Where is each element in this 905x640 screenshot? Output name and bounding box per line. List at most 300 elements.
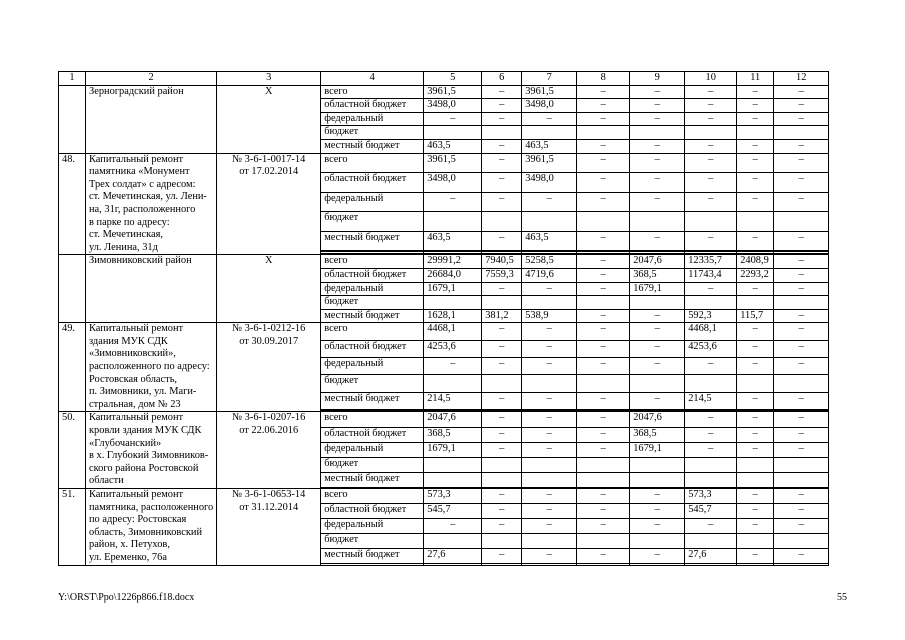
value-cell: – — [577, 85, 630, 99]
document-ref-line: Х — [264, 85, 273, 97]
value-cell — [685, 564, 737, 565]
object-name-line: здания МУК СДК — [89, 335, 168, 347]
table-row — [59, 85, 829, 99]
budget-table — [58, 71, 829, 566]
object-name-line — [89, 123, 213, 136]
object-name — [86, 489, 217, 566]
value-cell: 381,2 — [482, 309, 522, 323]
document-ref-line — [220, 281, 317, 294]
value-cell — [774, 375, 829, 392]
value-cell: 368,5 — [630, 268, 685, 282]
budget-type: местный бюджет — [321, 392, 424, 409]
value-cell: – — [685, 99, 737, 113]
document-ref-line — [220, 229, 317, 242]
value-cell: – — [774, 112, 829, 126]
object-name-line: ского района Ростовской — [89, 462, 199, 474]
value-cell: 5258,5 — [522, 255, 577, 269]
value-cell: 545,7 — [424, 504, 482, 519]
value-cell: – — [522, 192, 577, 211]
value-cell: – — [482, 427, 522, 442]
value-cell: – — [522, 392, 577, 409]
document-ref-line — [220, 450, 317, 463]
value-cell — [774, 534, 829, 549]
value-cell: – — [774, 504, 829, 519]
value-cell: – — [774, 549, 829, 564]
value-cell: – — [737, 231, 774, 250]
budget-type: бюджет — [321, 534, 424, 549]
value-cell — [577, 457, 630, 472]
budget-type: федеральный — [321, 112, 424, 126]
budget-type: областной бюджет — [321, 268, 424, 282]
value-cell: – — [577, 412, 630, 427]
value-cell: – — [577, 357, 630, 374]
value-cell: – — [522, 282, 577, 296]
object-name-line: кровли здания МУК СДК — [89, 425, 202, 437]
value-cell — [522, 296, 577, 310]
value-cell: 214,5 — [424, 392, 482, 409]
document-ref-line — [220, 514, 317, 527]
document-ref-line: от 22.06.2016 — [239, 425, 299, 437]
value-cell: – — [630, 549, 685, 564]
document-ref-line: Х — [264, 255, 273, 267]
value-cell: – — [774, 99, 829, 113]
object-name-line: памятника, расположенного — [89, 501, 214, 513]
col-header: 5 — [424, 72, 482, 86]
budget-type: местный бюджет — [321, 549, 424, 564]
value-cell: – — [774, 323, 829, 340]
document-ref — [217, 412, 321, 489]
value-cell — [685, 212, 737, 231]
document-ref-line — [220, 552, 317, 565]
value-cell: – — [774, 427, 829, 442]
value-cell — [737, 126, 774, 140]
object-name-line: Зимовниковский район — [89, 255, 192, 267]
object-name-line: Ростовская область, — [89, 373, 178, 385]
object-name-line: «Глубочанский» — [89, 437, 162, 449]
document-ref — [217, 489, 321, 566]
document-ref-line — [220, 204, 317, 217]
value-cell: – — [685, 153, 737, 172]
value-cell: 3961,5 — [522, 153, 577, 172]
value-cell — [577, 375, 630, 392]
budget-type: федеральный — [321, 357, 424, 374]
object-name-line: Капитальный ремонт — [89, 489, 184, 500]
value-cell: – — [737, 192, 774, 211]
value-cell: – — [737, 357, 774, 374]
budget-type: всего — [321, 412, 424, 427]
value-cell — [737, 564, 774, 565]
document-ref-line: от 30.09.2017 — [239, 335, 299, 347]
value-cell: – — [630, 357, 685, 374]
value-cell — [577, 212, 630, 231]
budget-type: местный бюджет — [321, 472, 424, 487]
col-header: 2 — [86, 72, 217, 86]
value-cell: – — [737, 412, 774, 427]
document-ref-line: № 3-6-1-0212-16 — [232, 323, 306, 335]
value-cell: 463,5 — [424, 231, 482, 250]
value-cell: 27,6 — [685, 549, 737, 564]
value-cell: – — [685, 85, 737, 99]
object-name-line — [89, 281, 213, 294]
value-cell: – — [737, 549, 774, 564]
value-cell — [424, 472, 482, 487]
value-cell: – — [482, 153, 522, 172]
value-cell: – — [685, 282, 737, 296]
value-cell: – — [522, 489, 577, 504]
value-cell: – — [522, 504, 577, 519]
value-cell: – — [737, 392, 774, 409]
value-cell — [630, 212, 685, 231]
row-number: 51. — [59, 489, 86, 566]
value-cell: – — [577, 282, 630, 296]
budget-type — [321, 564, 424, 565]
budget-type: бюджет — [321, 212, 424, 231]
object-name-line: Капитальный ремонт — [89, 323, 184, 335]
object-name — [86, 323, 217, 412]
value-cell: – — [482, 519, 522, 534]
value-cell: 2047,6 — [630, 412, 685, 427]
value-cell: – — [577, 99, 630, 113]
value-cell — [737, 457, 774, 472]
value-cell — [577, 296, 630, 310]
value-cell: – — [774, 357, 829, 374]
value-cell: 573,3 — [424, 489, 482, 504]
document-ref-line — [220, 386, 317, 399]
value-cell — [630, 126, 685, 140]
value-cell: – — [737, 99, 774, 113]
value-cell: – — [482, 549, 522, 564]
value-cell: 7940,5 — [482, 255, 522, 269]
value-cell: – — [737, 153, 774, 172]
value-cell — [774, 126, 829, 140]
value-cell: – — [630, 153, 685, 172]
value-cell: – — [482, 323, 522, 340]
value-cell — [522, 564, 577, 565]
value-cell: – — [577, 427, 630, 442]
document-ref-line — [220, 348, 317, 361]
value-cell: 2047,6 — [424, 412, 482, 427]
header-row — [59, 72, 829, 86]
value-cell: – — [774, 282, 829, 296]
object-name-line — [89, 293, 213, 306]
value-cell: 3498,0 — [424, 173, 482, 192]
document-ref-line — [220, 463, 317, 476]
value-cell: – — [737, 112, 774, 126]
value-cell — [424, 375, 482, 392]
page-number: 55 — [837, 592, 847, 603]
value-cell: – — [737, 173, 774, 192]
budget-type: федеральный — [321, 282, 424, 296]
document-ref-line — [220, 306, 317, 319]
value-cell: – — [630, 173, 685, 192]
object-name-line: Капитальный ремонт — [89, 153, 184, 165]
value-cell: – — [630, 231, 685, 250]
value-cell — [630, 296, 685, 310]
value-cell: 11743,4 — [685, 268, 737, 282]
value-cell: – — [630, 85, 685, 99]
value-cell — [577, 472, 630, 487]
object-name-line — [89, 136, 213, 149]
value-cell: – — [737, 139, 774, 153]
col-header: 1 — [59, 72, 86, 86]
value-cell: – — [482, 392, 522, 409]
value-cell: 368,5 — [630, 427, 685, 442]
value-cell — [577, 126, 630, 140]
document-ref-line: от 31.12.2014 — [239, 501, 299, 513]
value-cell: – — [577, 504, 630, 519]
value-cell: – — [737, 519, 774, 534]
value-cell: 1679,1 — [424, 282, 482, 296]
value-cell — [424, 296, 482, 310]
col-header: 9 — [630, 72, 685, 86]
value-cell: – — [685, 139, 737, 153]
value-cell: – — [482, 489, 522, 504]
value-cell: – — [737, 282, 774, 296]
value-cell — [685, 375, 737, 392]
budget-type: бюджет — [321, 375, 424, 392]
value-cell: – — [774, 192, 829, 211]
object-name-line — [89, 111, 213, 124]
value-cell: – — [630, 99, 685, 113]
value-cell: 545,7 — [685, 504, 737, 519]
value-cell: – — [774, 153, 829, 172]
value-cell: – — [685, 357, 737, 374]
value-cell — [424, 534, 482, 549]
budget-type: областной бюджет — [321, 99, 424, 113]
value-cell: 214,5 — [685, 392, 737, 409]
budget-type: бюджет — [321, 296, 424, 310]
value-cell: – — [482, 173, 522, 192]
object-name — [86, 153, 217, 255]
value-cell: – — [774, 489, 829, 504]
value-cell: – — [630, 309, 685, 323]
value-cell: 1679,1 — [424, 442, 482, 457]
value-cell: 538,9 — [522, 309, 577, 323]
value-cell: 368,5 — [424, 427, 482, 442]
document-ref-line — [220, 242, 317, 255]
col-header: 6 — [482, 72, 522, 86]
value-cell — [522, 126, 577, 140]
value-cell: – — [630, 504, 685, 519]
table-row — [59, 412, 829, 427]
value-cell: – — [774, 412, 829, 427]
document-ref-line — [220, 293, 317, 306]
value-cell: 2293,2 — [737, 268, 774, 282]
document-ref-line — [220, 399, 317, 412]
value-cell — [482, 472, 522, 487]
value-cell: – — [577, 519, 630, 534]
object-name-line: ст. Мечетинская, ул. Лени- — [89, 191, 207, 203]
value-cell: – — [737, 427, 774, 442]
row-number — [59, 255, 86, 323]
value-cell: – — [424, 357, 482, 374]
budget-type: всего — [321, 153, 424, 172]
document-ref-line — [220, 268, 317, 281]
document-ref-line — [220, 191, 317, 204]
col-header: 11 — [737, 72, 774, 86]
value-cell — [482, 534, 522, 549]
value-cell: 3498,0 — [522, 173, 577, 192]
table-row — [59, 255, 829, 269]
budget-type: всего — [321, 323, 424, 340]
document-ref — [217, 153, 321, 255]
col-header: 8 — [577, 72, 630, 86]
value-cell: 115,7 — [737, 309, 774, 323]
value-cell: – — [685, 519, 737, 534]
value-cell: – — [737, 340, 774, 357]
value-cell: – — [424, 112, 482, 126]
value-cell: – — [482, 282, 522, 296]
object-name-line: район, х. Петухов, — [89, 539, 170, 551]
value-cell: – — [482, 504, 522, 519]
budget-type: областной бюджет — [321, 427, 424, 442]
object-name-line: Капитальный ремонт — [89, 412, 184, 424]
value-cell — [424, 457, 482, 472]
col-header: 4 — [321, 72, 424, 86]
object-name-line: «Зимовниковский», — [89, 348, 176, 360]
value-cell: 3961,5 — [424, 85, 482, 99]
document-ref-line — [220, 179, 317, 192]
value-cell: 4719,6 — [522, 268, 577, 282]
value-cell — [482, 212, 522, 231]
object-name-line: в х. Глубокий Зимовников- — [89, 450, 209, 462]
value-cell — [685, 457, 737, 472]
budget-type: всего — [321, 85, 424, 99]
value-cell — [630, 375, 685, 392]
file-path: Y:\ORST\Ppo\1226p866.f18.docx — [58, 592, 195, 603]
value-cell: – — [577, 112, 630, 126]
object-name-line: области — [89, 475, 124, 487]
value-cell: – — [774, 85, 829, 99]
value-cell: 463,5 — [522, 231, 577, 250]
value-cell — [774, 212, 829, 231]
value-cell — [424, 212, 482, 231]
value-cell: 7559,3 — [482, 268, 522, 282]
value-cell: – — [522, 519, 577, 534]
object-name-line: стральная, дом № 23 — [89, 398, 181, 410]
value-cell: – — [685, 173, 737, 192]
object-name — [86, 85, 217, 153]
value-cell: 573,3 — [685, 489, 737, 504]
value-cell — [522, 457, 577, 472]
value-cell — [685, 296, 737, 310]
value-cell — [577, 564, 630, 565]
value-cell — [630, 564, 685, 565]
value-cell: – — [774, 268, 829, 282]
value-cell: – — [424, 192, 482, 211]
value-cell: – — [577, 392, 630, 409]
value-cell — [685, 126, 737, 140]
value-cell: – — [577, 173, 630, 192]
value-cell: – — [630, 340, 685, 357]
document-ref-line — [220, 475, 317, 488]
budget-type: областной бюджет — [321, 504, 424, 519]
value-cell: 463,5 — [522, 139, 577, 153]
value-cell: – — [630, 139, 685, 153]
value-cell: 3498,0 — [522, 99, 577, 113]
object-name-line — [89, 268, 213, 281]
value-cell: – — [424, 519, 482, 534]
value-cell — [482, 457, 522, 472]
value-cell: 29991,2 — [424, 255, 482, 269]
value-cell: 26684,0 — [424, 268, 482, 282]
value-cell: – — [577, 255, 630, 269]
value-cell — [424, 126, 482, 140]
budget-type: областной бюджет — [321, 340, 424, 357]
value-cell: – — [482, 139, 522, 153]
value-cell: – — [737, 489, 774, 504]
document-ref-line — [220, 98, 317, 111]
object-name-line: на, 31г, расположенного — [89, 203, 196, 215]
budget-type: бюджет — [321, 457, 424, 472]
budget-type: местный бюджет — [321, 231, 424, 250]
value-cell: 2408,9 — [737, 255, 774, 269]
value-cell: – — [774, 255, 829, 269]
value-cell: – — [774, 231, 829, 250]
value-cell: – — [522, 357, 577, 374]
value-cell: – — [577, 442, 630, 457]
value-cell: – — [774, 309, 829, 323]
value-cell: – — [630, 519, 685, 534]
table-row — [59, 153, 829, 172]
value-cell: – — [577, 549, 630, 564]
value-cell: – — [577, 153, 630, 172]
object-name-line: область, Зимовниковский — [89, 526, 203, 538]
document-ref-line — [220, 374, 317, 387]
value-cell: – — [630, 489, 685, 504]
object-name-line: ул. Еременко, 76а — [89, 551, 167, 563]
value-cell: 2047,6 — [630, 255, 685, 269]
value-cell: 3498,0 — [424, 99, 482, 113]
value-cell — [482, 126, 522, 140]
col-header: 3 — [217, 72, 321, 86]
row-number — [59, 85, 86, 153]
value-cell: – — [577, 309, 630, 323]
value-cell: – — [577, 268, 630, 282]
value-cell: 4253,6 — [424, 340, 482, 357]
object-name-line — [89, 306, 213, 319]
value-cell — [685, 472, 737, 487]
document-ref — [217, 323, 321, 412]
document-ref-line — [220, 123, 317, 136]
object-name-line: п. Зимовники, ул. Маги- — [89, 386, 197, 398]
document-ref — [217, 85, 321, 153]
row-number: 48. — [59, 153, 86, 255]
object-name — [86, 255, 217, 323]
value-cell: – — [482, 192, 522, 211]
document-ref — [217, 255, 321, 323]
value-cell: – — [482, 85, 522, 99]
document-ref-line — [220, 136, 317, 149]
value-cell: 3961,5 — [522, 85, 577, 99]
object-name-line: по адресу: Ростовская — [89, 514, 187, 526]
value-cell: 4468,1 — [685, 323, 737, 340]
value-cell: – — [737, 85, 774, 99]
document-ref-line — [220, 361, 317, 374]
value-cell — [424, 564, 482, 565]
document-ref-line: № 3-6-1-0017-14 — [232, 153, 306, 165]
value-cell: 1679,1 — [630, 282, 685, 296]
value-cell — [737, 472, 774, 487]
value-cell: – — [774, 442, 829, 457]
value-cell — [774, 472, 829, 487]
value-cell: – — [577, 489, 630, 504]
value-cell: – — [774, 392, 829, 409]
value-cell: – — [577, 323, 630, 340]
document-ref-line — [220, 527, 317, 540]
value-cell: 463,5 — [424, 139, 482, 153]
value-cell: – — [685, 427, 737, 442]
